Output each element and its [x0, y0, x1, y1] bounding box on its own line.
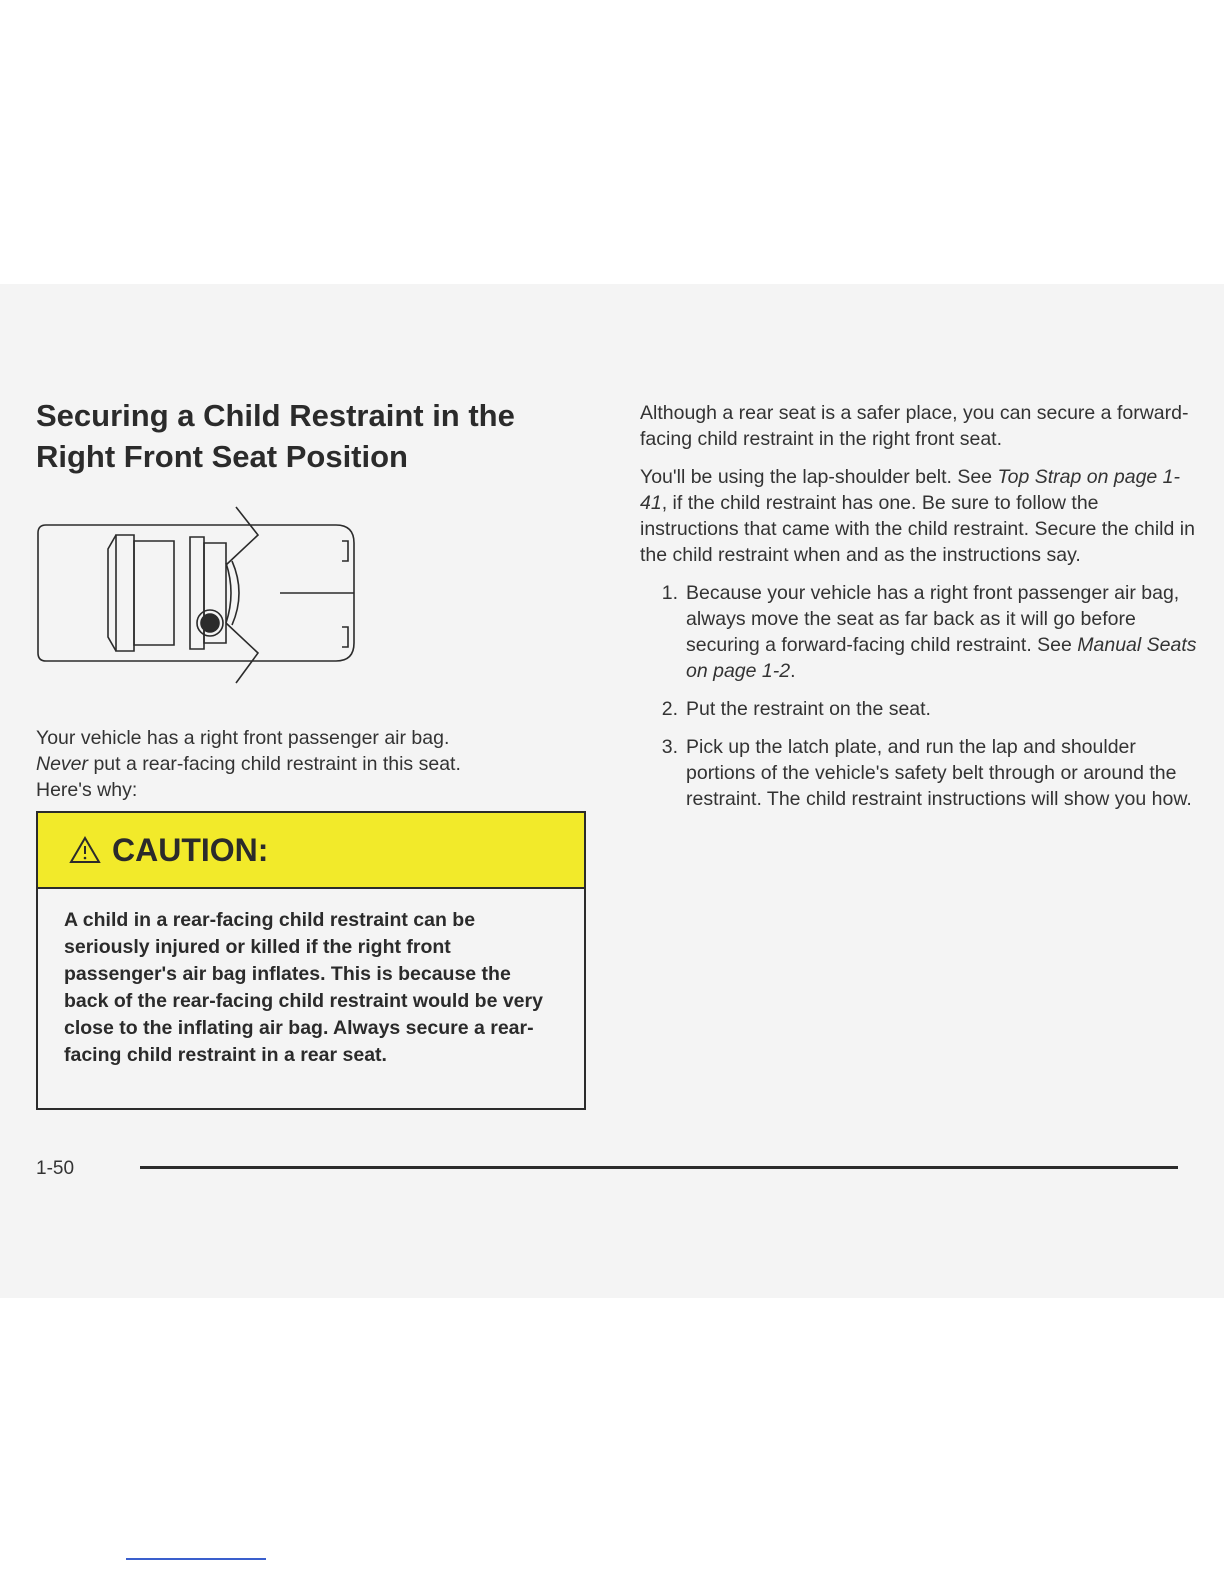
steps-list	[640, 580, 1200, 812]
intro-line-3: Here's why:	[36, 779, 138, 801]
bottom-link-underline	[126, 1558, 266, 1560]
para2-text-a: You'll be using the lap-shoulder belt. See	[640, 466, 998, 488]
step-1	[640, 580, 1200, 684]
warning-triangle-icon	[68, 835, 102, 865]
caution-header	[38, 813, 584, 889]
para2-text-b: , if the child restraint has one. Be sure to follow the instructions that came with the child restraint. Secure the child in the child restraint when and as the instructions say.	[640, 492, 1195, 566]
page-number: 1-50	[36, 1158, 75, 1179]
step-1-text: Because your vehicle has a right front passenger air bag, always move the seat as far back as it will go before securing a forward-facing child restraint. See	[686, 582, 1180, 656]
step-text	[686, 580, 1200, 684]
page-title: Securing a Child Restraint in the Right Front Seat Position	[36, 398, 515, 474]
step-number: 1.	[661, 582, 678, 604]
step-2-text: Put the restraint on the seat.	[686, 698, 931, 720]
step-3-text: Pick up the latch plate, and run the lap and shoulder portions of the vehicle's safety belt through or around the restraint. The child restraint instructions will show you how.	[686, 736, 1192, 810]
manual-seats-reference: Manual Seats on page 1-2	[686, 634, 1197, 682]
footer-rule	[140, 1166, 1178, 1169]
vehicle-top-view-illustration	[36, 505, 366, 685]
left-column	[36, 395, 592, 803]
step-2	[640, 696, 1200, 722]
right-paragraph-2	[640, 464, 1200, 568]
caution-text: A child in a rear-facing child restraint can be seriously injured or killed if the right front passenger's air bag inflates. This is because the back of the rear-facing child restraint would be very close to the inflating air bag. Always secure a rear-facing child restraint in a rear seat.	[64, 909, 543, 1066]
step-number: 3.	[661, 736, 678, 758]
caution-title: CAUTION:	[112, 831, 269, 868]
right-paragraph-1: Although a rear seat is a safer place, you can secure a forward-facing child restraint in the right front seat.	[640, 402, 1189, 450]
intro-never: Never	[36, 753, 89, 775]
intro-paragraph	[36, 725, 592, 803]
intro-line-2: put a rear-facing child restraint in this seat.	[88, 753, 461, 775]
right-column	[640, 400, 1200, 824]
caution-box	[36, 811, 586, 1110]
top-strap-reference: Top Strap on page 1-41	[640, 466, 1181, 514]
intro-line-1: Your vehicle has a right front passenger air bag.	[36, 727, 450, 749]
step-3	[640, 734, 1200, 812]
step-1-end: .	[790, 660, 796, 682]
step-number: 2.	[661, 698, 678, 720]
